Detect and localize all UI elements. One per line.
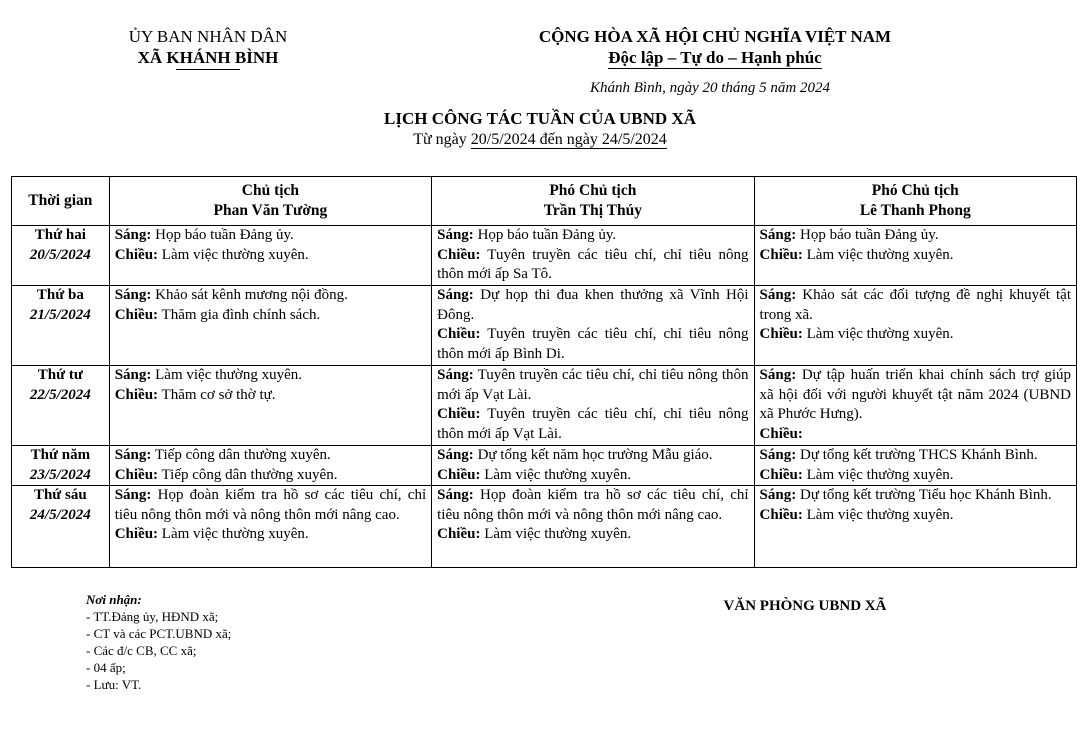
- day-date: 23/5/2024: [29, 466, 91, 483]
- morning-text: Họp báo tuần Đảng ủy.: [796, 227, 939, 243]
- document-subtitle: [240, 130, 840, 150]
- subtitle-prefix: Từ ngày: [413, 131, 471, 148]
- morning-text: Tiếp công dân thường xuyên.: [151, 447, 331, 463]
- schedule-cell: [109, 366, 431, 446]
- afternoon-entry: [115, 306, 426, 326]
- morning-text: Họp đoàn kiểm tra hồ sơ các tiêu chí, chỉ tiêu nông thôn mới và nông thôn mới nâng cao.: [114, 487, 427, 523]
- day-name: Thứ sáu: [33, 487, 87, 503]
- afternoon-entry: [760, 466, 1071, 486]
- table-row: [12, 366, 1077, 446]
- morning-entry: [115, 486, 426, 525]
- afternoon-label: Chiều:: [114, 466, 159, 483]
- afternoon-label: Chiều:: [759, 326, 803, 342]
- afternoon-entry: [437, 405, 748, 444]
- afternoon-text: Tiếp công dân thường xuyên.: [158, 466, 338, 483]
- day-name: Thứ tư: [37, 367, 83, 383]
- afternoon-label: Chiều:: [114, 526, 159, 542]
- issuer-line-1: ỦY BAN NHÂN DÂN: [128, 27, 288, 46]
- afternoon-label: Chiều:: [114, 386, 159, 403]
- day-cell: [12, 446, 110, 486]
- document-title: LỊCH CÔNG TÁC TUẦN CỦA UBND XÃ: [383, 109, 697, 128]
- morning-label: Sáng:: [437, 367, 474, 383]
- morning-label: Sáng:: [114, 447, 152, 463]
- afternoon-entry: [437, 246, 748, 285]
- day-name: Thứ hai: [34, 227, 86, 243]
- morning-entry: [760, 286, 1071, 325]
- morning-text: Khảo sát các đối tượng đề nghị khuyết tật trong xã.: [759, 287, 1071, 323]
- day-date: 22/5/2024: [29, 386, 91, 403]
- morning-label: Sáng:: [114, 487, 152, 503]
- issuer-underline: [176, 69, 240, 70]
- morning-text: Họp báo tuần Đảng ủy.: [473, 227, 617, 243]
- afternoon-entry: [760, 425, 1071, 445]
- recipient-item: - Lưu: VT.: [86, 677, 142, 692]
- morning-text: Dự tổng kết trường Tiểu học Khánh Bình.: [796, 487, 1052, 503]
- morning-label: Sáng:: [759, 367, 797, 383]
- afternoon-entry: [115, 386, 426, 406]
- day-cell: [12, 366, 110, 446]
- day-date: 24/5/2024: [29, 506, 91, 523]
- recipients-block: [86, 591, 346, 693]
- afternoon-label: Chiều:: [437, 326, 481, 342]
- schedule-cell: [432, 446, 754, 486]
- afternoon-label: Chiều:: [114, 306, 159, 323]
- morning-text: Dự tập huấn triển khai chính sách trợ giúp xã hội đối với người khuyết tật năm 2024 (UBND xã Phước Hưng).: [759, 367, 1071, 422]
- afternoon-entry: [115, 525, 426, 545]
- header-col-2: [754, 177, 1076, 226]
- schedule-cell: [109, 486, 431, 568]
- day-name: Thứ ba: [36, 287, 84, 303]
- afternoon-entry: [760, 325, 1071, 345]
- morning-text: Dự tổng kết trường THCS Khánh Bình.: [796, 447, 1038, 463]
- morning-entry: [437, 486, 748, 525]
- afternoon-text: Làm việc thường xuyên.: [802, 506, 954, 523]
- afternoon-label: Chiều:: [759, 425, 803, 442]
- issuer-line-2: XÃ KHÁNH BÌNH: [137, 48, 279, 67]
- national-motto-line-1: CỘNG HÒA XÃ HỘI CHỦ NGHĨA VIỆT NAM: [538, 27, 892, 46]
- afternoon-text: Làm việc thường xuyên.: [802, 326, 954, 342]
- schedule-cell: [109, 286, 431, 366]
- recipient-item: - 04 ấp;: [86, 660, 126, 675]
- afternoon-entry: [760, 506, 1071, 526]
- header-col-1: [432, 177, 754, 226]
- schedule-cell: [754, 446, 1076, 486]
- schedule-cell: [432, 486, 754, 568]
- afternoon-label: Chiều:: [437, 526, 481, 542]
- day-date: 21/5/2024: [29, 306, 91, 323]
- day-date: 20/5/2024: [29, 246, 91, 263]
- afternoon-text: Làm việc thường xuyên.: [158, 246, 309, 263]
- issuer-header: [96, 26, 320, 70]
- national-motto-line-2: Độc lập – Tự do – Hạnh phúc: [608, 48, 822, 67]
- subtitle-date-range: 20/5/2024 đến ngày 24/5/2024: [470, 131, 667, 148]
- afternoon-entry: [437, 525, 748, 545]
- afternoon-text: Làm việc thường xuyên.: [158, 526, 309, 542]
- afternoon-label: Chiều:: [437, 246, 481, 263]
- morning-entry: [115, 226, 426, 246]
- recipient-item: - CT và các PCT.UBND xã;: [86, 626, 232, 641]
- schedule-cell: [754, 286, 1076, 366]
- office-signature: VĂN PHÒNG UBND XÃ: [723, 598, 887, 614]
- day-name: Thứ năm: [30, 447, 91, 463]
- morning-entry: [437, 446, 748, 466]
- header-time: [12, 177, 110, 226]
- afternoon-text: Làm việc thường xuyên.: [802, 246, 954, 263]
- morning-text: Họp đoàn kiểm tra hồ sơ các tiêu chí, chỉ tiêu nông thôn mới và nông thôn mới nâng cao.: [437, 487, 749, 523]
- header-col-0: [109, 177, 431, 226]
- schedule-cell: [109, 226, 431, 286]
- header-role: Phó Chủ tịch: [871, 182, 959, 199]
- morning-label: Sáng:: [437, 487, 474, 503]
- morning-label: Sáng:: [437, 227, 474, 243]
- morning-label: Sáng:: [759, 287, 797, 303]
- afternoon-text: Tuyên truyền các tiêu chí, chỉ tiêu nông thôn mới ấp Bình Di.: [437, 326, 749, 362]
- morning-text: Dự họp thi đua khen thưởng xã Vĩnh Hội Đông.: [437, 287, 749, 323]
- afternoon-text: Thăm cơ sở thờ tự.: [158, 386, 276, 403]
- afternoon-entry: [115, 466, 426, 486]
- morning-entry: [115, 366, 426, 386]
- header-role: Chủ tịch: [241, 182, 300, 199]
- afternoon-text: Làm việc thường xuyên.: [480, 526, 632, 542]
- document-date: Khánh Bình, ngày 20 tháng 5 năm 2024: [590, 80, 830, 96]
- weekly-schedule-table: [11, 176, 1077, 568]
- morning-entry: [760, 366, 1071, 425]
- day-cell: [12, 226, 110, 286]
- schedule-cell: [109, 446, 431, 486]
- afternoon-text: Làm việc thường xuyên.: [480, 466, 632, 483]
- afternoon-text: Làm việc thường xuyên.: [802, 466, 954, 483]
- national-header: [470, 26, 960, 69]
- morning-label: Sáng:: [437, 287, 474, 303]
- morning-entry: [760, 446, 1071, 466]
- header-role: Phó Chủ tịch: [549, 182, 637, 199]
- afternoon-label: Chiều:: [114, 246, 159, 263]
- morning-label: Sáng:: [114, 367, 152, 383]
- afternoon-label: Chiều:: [437, 406, 481, 422]
- morning-text: Làm việc thường xuyên.: [151, 367, 302, 383]
- day-cell: [12, 286, 110, 366]
- recipient-item: - TT.Đảng ủy, HĐND xã;: [86, 609, 219, 624]
- schedule-cell: [754, 226, 1076, 286]
- morning-text: Họp báo tuần Đảng ủy.: [151, 227, 294, 243]
- table-row: [12, 486, 1077, 568]
- afternoon-label: Chiều:: [437, 466, 481, 483]
- morning-entry: [437, 226, 748, 246]
- table-row: [12, 226, 1077, 286]
- header-person: Lê Thanh Phong: [859, 202, 971, 219]
- afternoon-entry: [115, 246, 426, 266]
- schedule-cell: [754, 486, 1076, 568]
- table-row: [12, 286, 1077, 366]
- schedule-cell: [432, 366, 754, 446]
- recipients-title: Nơi nhận:: [86, 592, 142, 607]
- schedule-cell: [754, 366, 1076, 446]
- day-cell: [12, 486, 110, 568]
- afternoon-label: Chiều:: [759, 506, 803, 523]
- morning-label: Sáng:: [759, 447, 797, 463]
- afternoon-entry: [437, 325, 748, 364]
- morning-entry: [760, 226, 1071, 246]
- morning-label: Sáng:: [114, 227, 152, 243]
- table-row: [12, 446, 1077, 486]
- morning-entry: [115, 446, 426, 466]
- afternoon-text: Tuyên truyền các tiêu chí, chỉ tiêu nông thôn mới ấp Vạt Lài.: [437, 406, 749, 442]
- morning-entry: [437, 286, 748, 325]
- morning-label: Sáng:: [759, 227, 797, 243]
- afternoon-label: Chiều:: [759, 246, 803, 263]
- morning-entry: [760, 486, 1071, 506]
- afternoon-entry: [437, 466, 748, 486]
- recipient-item: - Các đ/c CB, CC xã;: [86, 643, 197, 658]
- table-header-row: [12, 177, 1077, 226]
- morning-label: Sáng:: [759, 487, 797, 503]
- afternoon-text: Thăm gia đình chính sách.: [158, 306, 321, 323]
- morning-text: Dự tổng kết năm học trường Mẫu giáo.: [473, 447, 713, 463]
- morning-text: Khảo sát kênh mương nội đồng.: [151, 287, 348, 303]
- header-person: Phan Văn Tường: [213, 202, 328, 219]
- morning-label: Sáng:: [437, 447, 474, 463]
- afternoon-text: Tuyên truyền các tiêu chí, chỉ tiêu nông thôn mới ấp Sa Tô.: [437, 246, 749, 282]
- header-time-label: Thời gian: [28, 192, 93, 209]
- morning-label: Sáng:: [114, 287, 152, 303]
- schedule-cell: [432, 226, 754, 286]
- afternoon-label: Chiều:: [759, 466, 803, 483]
- morning-text: Tuyên truyền các tiêu chí, chỉ tiêu nông thôn mới ấp Vạt Lài.: [437, 367, 749, 403]
- header-person: Trần Thị Thúy: [543, 202, 642, 219]
- afternoon-entry: [760, 246, 1071, 266]
- schedule-cell: [432, 286, 754, 366]
- morning-entry: [115, 286, 426, 306]
- morning-entry: [437, 366, 748, 405]
